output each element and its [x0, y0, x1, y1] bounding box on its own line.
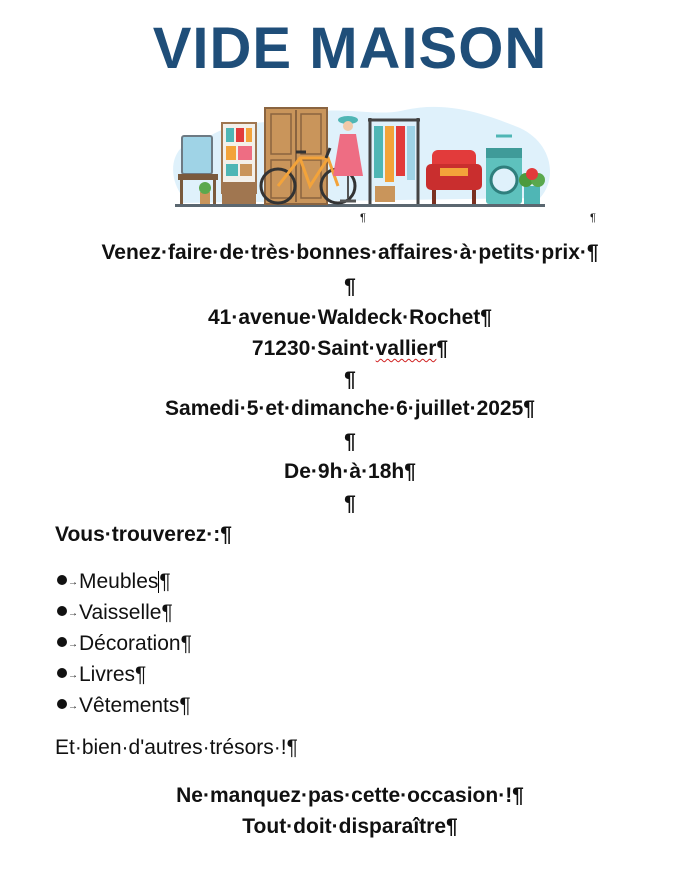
list-item	[57, 597, 192, 628]
event-dates: Samedi·5·et·dimanche·6·juillet·2025¶	[165, 397, 535, 420]
list-item-mark: ¶	[159, 570, 171, 593]
list-item	[57, 628, 192, 659]
list-item	[57, 659, 192, 690]
flyer-title: VIDE MAISON	[152, 16, 548, 81]
bullet-icon	[57, 606, 67, 616]
bookshelf	[222, 123, 256, 204]
list-item-mark: ¶	[161, 601, 173, 624]
tab-arrow-icon: →	[68, 669, 78, 681]
empty-paragraph: ¶	[344, 430, 356, 453]
empty-paragraph: ¶	[344, 368, 356, 391]
more-treasures: Et·bien·d'autres·trésors·!¶	[55, 736, 298, 759]
address-city	[0, 337, 700, 361]
list-item-label: Livres	[79, 663, 136, 686]
tab-arrow-icon: →	[68, 638, 78, 650]
list-item	[57, 690, 192, 721]
event-hours: De·9h·à·18h¶	[284, 460, 416, 483]
list-item	[57, 566, 192, 597]
address-city-prefix: 71230·Saint·	[251, 337, 376, 360]
closing-line-2: Tout·doit·disparaître¶	[242, 815, 458, 838]
tab-arrow-icon: →	[68, 607, 78, 619]
list-item-label: Vaisselle	[79, 601, 162, 624]
bullet-icon	[57, 575, 67, 585]
list-item-mark: ¶	[180, 632, 192, 655]
illustration-floor	[175, 204, 545, 207]
section-heading: Vous·trouverez·:¶	[55, 523, 232, 546]
address-city-mark: ¶	[436, 337, 449, 360]
list-item-mark: ¶	[179, 694, 191, 717]
closing-line-1: Ne·manquez·pas·cette·occasion·!¶	[176, 784, 524, 807]
address-street: 41·avenue·Waldeck·Rochet¶	[208, 306, 492, 329]
empty-paragraph: ¶	[344, 492, 356, 515]
tagline: Venez·faire·de·très·bonnes·affaires·à·petits·prix·¶	[101, 241, 599, 264]
paragraph-mark: ¶	[360, 212, 366, 224]
potted-plant-small	[199, 182, 211, 204]
list-item-mark: ¶	[135, 663, 147, 686]
spellcheck-word: vallier	[375, 337, 437, 360]
empty-paragraph: ¶	[344, 275, 356, 298]
list-item-label: Meubles	[79, 570, 159, 593]
bullet-icon	[57, 699, 67, 709]
tab-arrow-icon: →	[68, 700, 78, 712]
bullet-icon	[57, 637, 67, 647]
household-items-illustration	[160, 98, 555, 213]
list-item-label: Décoration	[79, 632, 181, 655]
list-item-label: Vêtements	[79, 694, 180, 717]
bullet-icon	[57, 668, 67, 678]
paragraph-mark: ¶	[590, 212, 596, 224]
tab-arrow-icon: →	[68, 576, 78, 588]
items-list	[57, 566, 192, 721]
